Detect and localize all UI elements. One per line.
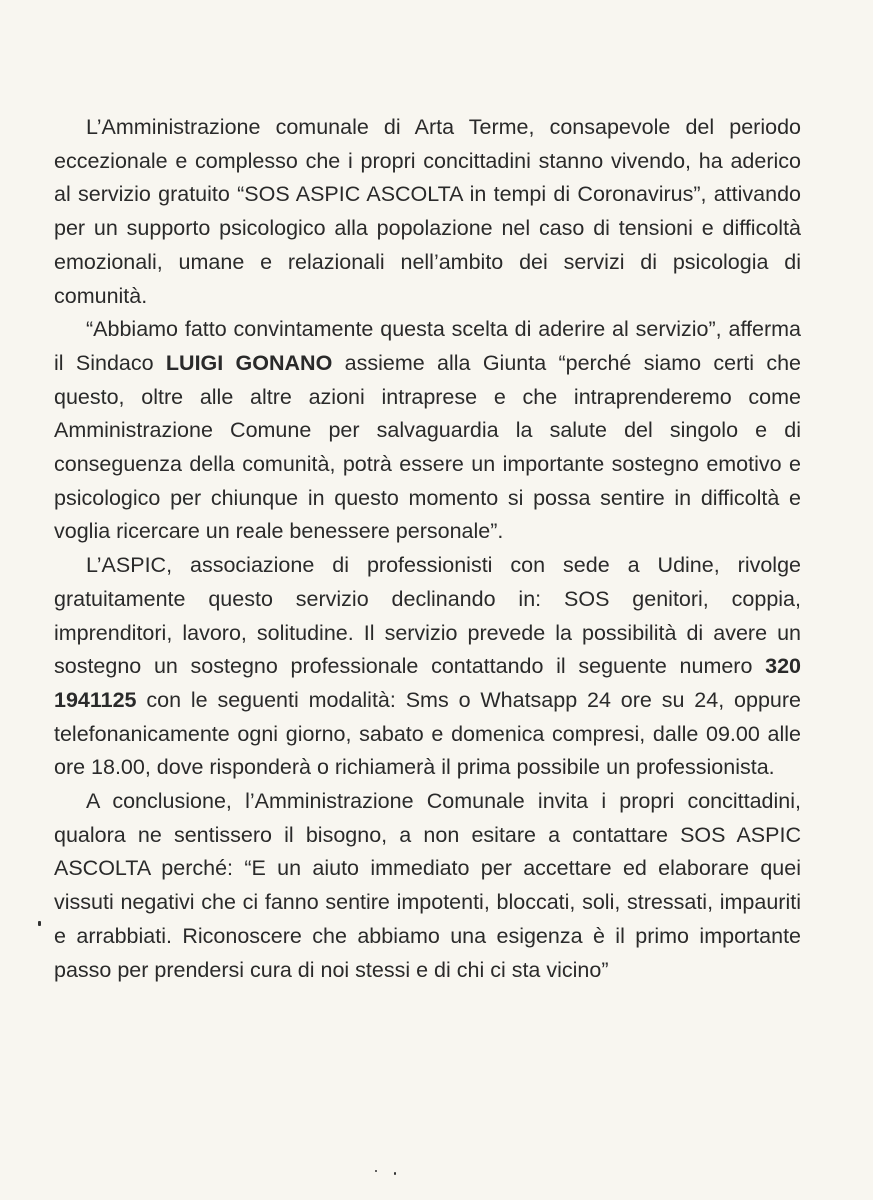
scan-speck <box>394 1172 396 1175</box>
mayor-name: LUIGI GONANO <box>165 350 333 375</box>
phone-number: 320 1941125 <box>54 654 801 712</box>
paragraph-text: L’Amministrazione comunale di Arta Terme, consapevole del periodo eccezionale e complesso che i propri concittadini stanno vivendo, ha aderico al servizio gratuito “SOS ASPIC ASCOLTA in tempi di Coronavirus”, attivando per un supporto psicologico alla popolazione nel caso di tensioni e difficoltà emozionali, umane e relazionali nell’ambito dei servizi di psicologia di comunità. <box>54 115 801 308</box>
paragraph-text: “Abbiamo fatto convintamente questa scelta di aderire al servizio”, afferma il Sindaco <box>54 317 801 375</box>
paragraph-conclusion <box>54 785 801 987</box>
paragraph-mayor-quote <box>54 313 801 549</box>
paragraph-service-info <box>54 549 801 785</box>
paragraph-text: L’ASPIC, associazione di professionisti con sede a Udine, rivolge gratuitamente questo servizio declinando in: SOS genitori, coppia, imprenditori, lavoro, solitudine. Il servizio prevede la possibilità di avere un sostegno un sostegno professionale contattando il seguente numero <box>54 553 801 679</box>
paragraph-text: A conclusione, l’Amministrazione Comunale invita i propri concittadini, qualora ne sentissero il bisogno, a non esitare a contattare SOS ASPIC ASCOLTA perché: “E un aiuto immediato per accettare ed elaborare quei vissuti negativi che ci fanno sentire impotenti, bloccati, soli, stressati, impauriti e arrabbiati. Riconoscere che abbiamo una esigenza è il primo importante passo per prendersi cura di noi stessi e di chi ci sta vicino” <box>54 789 801 982</box>
paragraph-intro <box>54 111 801 313</box>
paragraph-text: con le seguenti modalità: Sms o Whatsapp 24 ore su 24, oppure telefonanicamente ogni giorno, sabato e domenica compresi, dalle 09.00 alle ore 18.00, dove risponderà o richiamerà il prima possibile un professionista. <box>54 687 801 780</box>
document-body <box>54 111 801 987</box>
paragraph-text: assieme alla Giunta “perché siamo certi che questo, oltre alle altre azioni intraprese e che intraprenderemo come Amministrazione Comune per salvaguardia la salute del singolo e di conseguenza della comunità, potrà essere un importante sostegno emotivo e psicologico per chiunque in questo momento si possa sentire in difficoltà e voglia ricercare un reale benessere personale”. <box>54 350 801 544</box>
scan-speck <box>375 1170 377 1172</box>
scan-speck <box>38 921 41 926</box>
